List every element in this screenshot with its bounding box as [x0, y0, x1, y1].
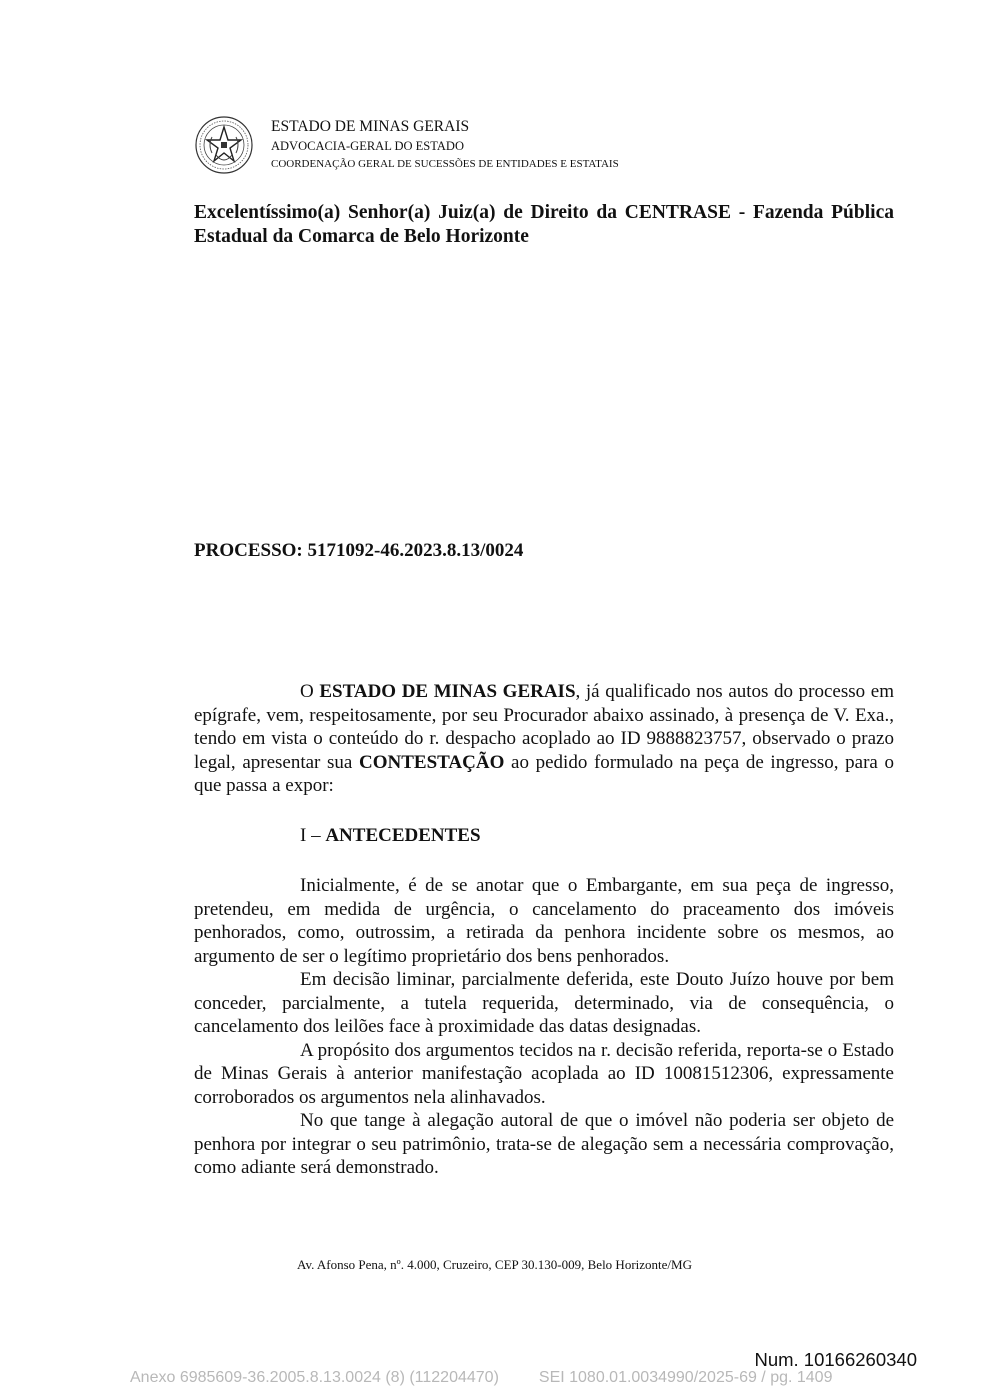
- paragraph: No que tange à alegação autoral de que o imóvel não poderia ser objeto de penhora por integrar o seu patrimônio, trata-se de alegação sem a necessária comprovação, como adiante será demonstrado.: [194, 1110, 894, 1178]
- intro-paragraph: O ESTADO DE MINAS GERAIS, já qualificado nos autos do processo em epígrafe, vem, respeitosamente, por seu Procurador abaixo assinado, à presença de V. Exa., tendo em vista o conteúdo do r. despacho acoplado ao ID 9888823757, observado o prazo legal, apresentar sua CONTESTAÇÃO ao pedido formulado na peça de ingresso, para o que passa a expor:: [194, 681, 894, 796]
- document-number: Num. 10166260340: [754, 1349, 917, 1370]
- process-number: PROCESSO: 5171092-46.2023.8.13/0024: [194, 540, 524, 561]
- paragraph: Inicialmente, é de se anotar que o Embargante, em sua peça de ingresso, pretendeu, em medida de urgência, o cancelamento do praceamento dos imóveis penhorados, como, outrossim, a retirada da penhora incidente sobre os mesmos, ao argumento de ser o legítimo proprietário dos bens penhorados.: [194, 875, 894, 967]
- state-seal-icon: [194, 115, 254, 175]
- annex-stamp: [130, 1369, 832, 1387]
- annex-reference: Anexo 6985609-36.2005.8.13.0024 (8) (112204470): [130, 1369, 499, 1386]
- header-state-name: ESTADO DE MINAS GERAIS: [271, 118, 470, 135]
- paragraph: A propósito dos argumentos tecidos na r. decisão referida, reporta-se o Estado de Minas Gerais à anterior manifestação acoplada ao ID 10081512306, expressamente corroborados os argumentos nela alinhavados.: [194, 1039, 894, 1108]
- header-agency: ADVOCACIA-GERAL DO ESTADO: [271, 139, 464, 153]
- paragraph: Em decisão liminar, parcialmente deferida, este Douto Juízo houve por bem conceder, parcialmente, a tutela requerida, determinado, via de consequência, o cancelamento dos leilões face à proximidade das datas designadas.: [194, 969, 894, 1037]
- section-body: [194, 874, 894, 1180]
- footer-address: Av. Afonso Pena, nº. 4.000, Cruzeiro, CEP 30.130-009, Belo Horizonte/MG: [297, 1257, 692, 1272]
- party-name: ESTADO DE MINAS GERAIS: [319, 681, 576, 702]
- section-heading: I – ANTECEDENTES: [300, 825, 481, 846]
- filing-type: CONTESTAÇÃO: [359, 751, 505, 773]
- addressee: Excelentíssimo(a) Senhor(a) Juiz(a) de Direito da CENTRASE - Fazenda Pública Estadual da Comarca de Belo Horizonte: [194, 202, 894, 247]
- header-coordination: COORDENAÇÃO GERAL DE SUCESSÕES DE ENTIDADES E ESTATAIS: [271, 158, 619, 170]
- sei-reference: SEI 1080.01.0034990/2025-69 / pg. 1409: [538, 1369, 833, 1386]
